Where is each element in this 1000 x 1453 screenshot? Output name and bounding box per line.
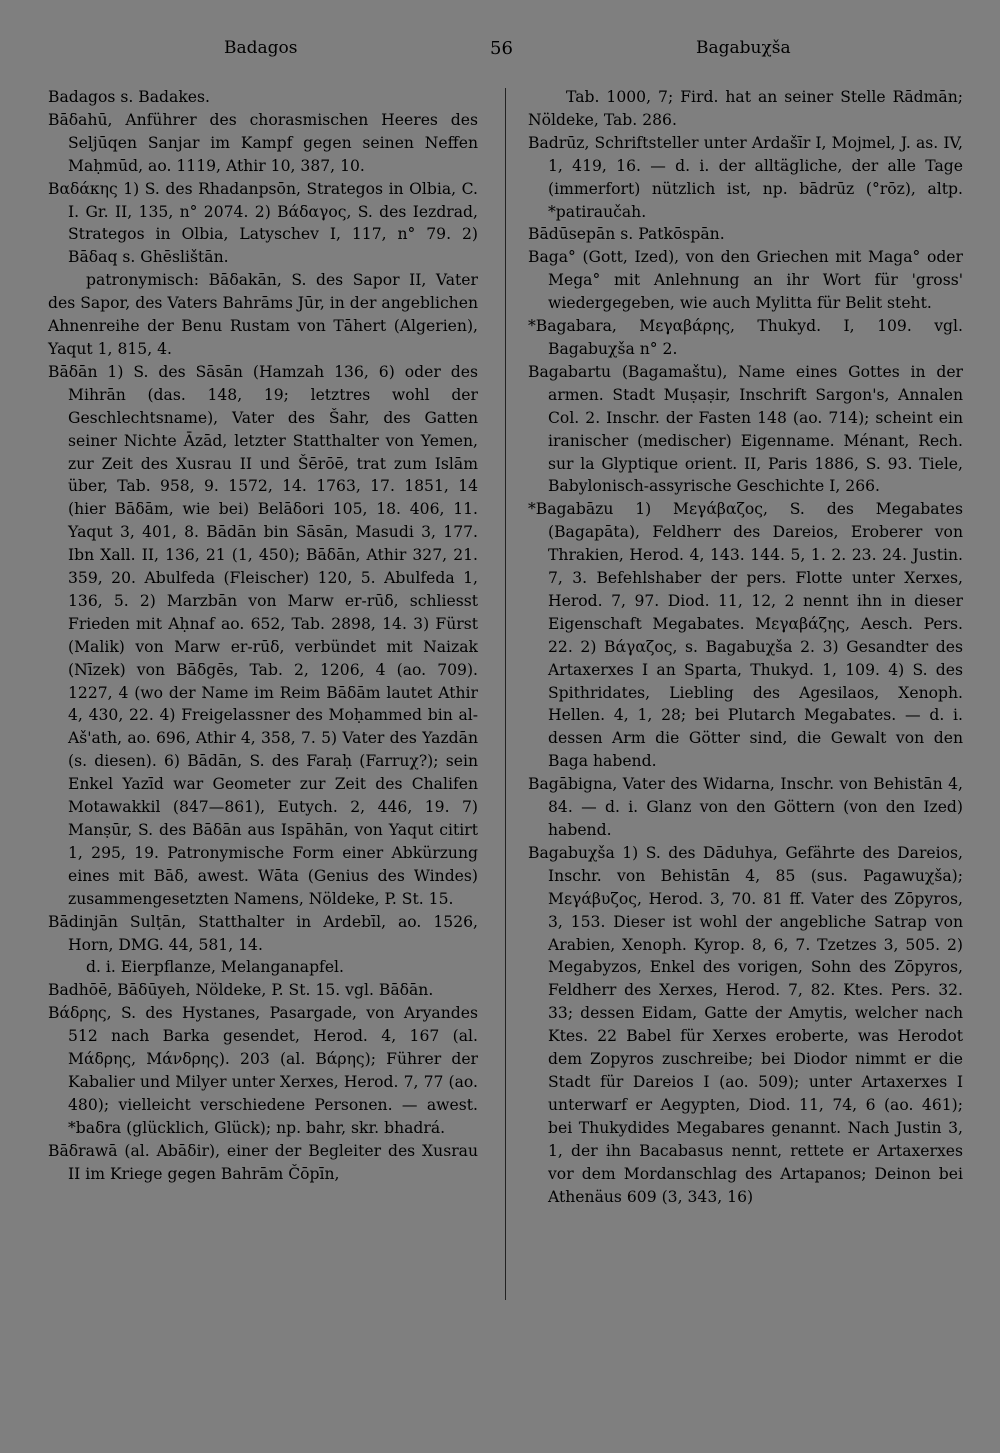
entry-badrawa-cont: Tab. 1000, 7; Fird. hat an seiner Stelle Rādmān; Nöldeke, Tab. 286. bbox=[528, 88, 963, 129]
entry-badrawa: Bāδrawā (al. Abāδir), einer der Begleiter des Xusrau II im Kriege gegen Bahrām Čōpīn, bbox=[48, 1141, 478, 1183]
page-header bbox=[0, 38, 1000, 64]
entry-badinjan: Bādinjān Sulṭān, Statthalter in Ardebīl, ao. 1526, Horn, DMG. 44, 581, 14. bbox=[48, 912, 478, 954]
header-right-catchword: Bagabuχša bbox=[696, 38, 791, 58]
right-column bbox=[528, 86, 963, 1208]
entry-badusepan: Bādūsepān s. Patkōspān. bbox=[528, 225, 725, 244]
column-divider bbox=[505, 88, 506, 1300]
entry-badres: Βάδρης, S. des Hystanes, Pasargade, von Aryandes 512 nach Barka gesendet, Herod. 4, 167 (al. Μάδρης, Μάνδρης). 203 (al. Βάρης); Führer der Kabalier und Milyer unter Xerxes, Herod. 7, 77 (ao. 480); vielleicht verschiedene Personen. — awest. *baδra (glücklich, Glück); np. bahr, skr. bhadrá. bbox=[48, 1004, 478, 1137]
entry-bagabuxsa: Bagabuχša 1) S. des Dāduhya, Gefährte des Dareios, Inschr. von Behistān 4, 85 (sus. Pagawuχša); Μεγάβυζος, Herod. 3, 70. 81 ff. Vater des Zōpyros, 3, 153. Dieser ist wohl der angebliche Satrap von Arabien, Xenoph. Kyrop. 8, 6, 7. Tzetzes 3, 505. 2) Megabyzos, Enkel des vorigen, Sohn des Zōpyros, Feldherr des Xerxes, Herod. 7, 82. Ktes. Pers. 32. 33; dessen Eidam, Gatte der Amytis, welcher nach Ktes. 22 Babel für Xerxes eroberte, was Herodot dem Zopyros zuschreibe; bei Diodor nimmt er die Stadt für Dareios I (ao. 509); unter Artaxerxes I unterwarf er Aegypten, Diod. 11, 74, 6 (ao. 461); bei Thukydides Megabares genannt. Nach Justin 3, 1, der ihn Bacabasus nennt, rettete er Artaxerxes vor dem Mordanschlag des Artapanos; Deinon bei Athenäus 609 (3, 343, 16) bbox=[528, 843, 963, 1206]
entry-badagos: Badagos s. Badakes. bbox=[48, 88, 210, 106]
entry-bagabartu: Bagabartu (Bagamaštu), Name eines Gottes in der armen. Stadt Muṣaṣir, Inschrift Sargon's, Annalen Col. 2. Inschr. der Fasten 148 (ao. 714); scheint ein iranischer (medischer) Eigenname. Ménant, Rech. sur la Glyptique orient. II, Paris 1886, S. 93. Tiele, Babylonisch-assyrische Geschichte I, 266. bbox=[528, 362, 963, 496]
left-column bbox=[48, 86, 478, 1186]
entry-bagabazu: *Bagabāzu 1) Μεγάβαζος, S. des Megabates (Bagapāta), Feldherr des Dareios, Eroberer von Thrakien, Herod. 4, 143. 144. 5, 1. 2. 23. 24. Justin. 7, 3. Befehlshaber der pers. Flotte unter Xerxes, Herod. 7, 97. Diod. 11, 12, 2 nennt ihn in dieser Eigenschaft Megabates. Μεγαβάζης, Aesch. Pers. 22. 2) Βάγαζος, s. Bagabuχša 2. 3) Gesandter des Artaxerxes I an Sparta, Thukyd. 1, 109. 4) S. des Spithridates, Liebling des Agesilaos, Xenoph. Hellen. 4, 1, 28; bei Plutarch Megabates. — d. i. dessen Arm die Götter sind, die Gewalt von den Baga habend. bbox=[528, 500, 963, 771]
header-left-catchword: Badagos bbox=[224, 38, 298, 58]
entry-badakes: Βαδάκης 1) S. des Rhadanpsōn, Strategos in Olbia, C. I. Gr. II, 135, n° 2074. 2) Βάδαγος, S. des Iezdrad, Strategos in Olbia, Latyschev I, 117, n° 79. 2) Bāδaq s. Ghēslištān. bbox=[48, 179, 478, 267]
entry-bagabigna: Bagābigna, Vater des Widarna, Inschr. von Behistān 4, 84. — d. i. Glanz von den Göttern (von den Ized) habend. bbox=[528, 775, 963, 839]
entry-baga: Baga° (Gott, Ized), von den Griechen mit Maga° oder Mega° mit Anlehnung an ihr Wort für 'gross' wiedergegeben, wie auch Mylitta für Belit steht. bbox=[528, 248, 963, 313]
page-number: 56 bbox=[490, 38, 513, 59]
entry-badruz: Badrūz, Schriftsteller unter Ardašīr I, Mojmel, J. as. IV, 1, 419, 16. — d. i. der alltägliche, der alle Tage (immerfort) nützlich ist, np. bādrūz (°rōz), altp. *patiraučah. bbox=[528, 133, 963, 221]
entry-badhoe: Badhōē, Bāδūyeh, Nöldeke, P. St. 15. vgl. Bāδān. bbox=[48, 981, 434, 1000]
entry-badan: Bāδān 1) S. des Sāsān (Hamzah 136, 6) oder des Mihrān (das. 148, 19; letztres wohl der Geschlechtsname), Vater des Šahr, des Gatten seiner Nichte Āzād, letzter Statthalter von Yemen, zur Zeit des Xusrau II und Šērōē, trat zum Islām über, Tab. 958, 9. 1572, 14. 1763, 17. 1851, 14 (hier Bāδām, wie bei) Belāδori 105, 18. 406, 11. Yaqut 3, 401, 8. Bādān bin Sāsān, Masudi 3, 177. Ibn Xall. II, 136, 21 (1, 450); Bāδān, Athir 327, 21. 359, 20. Abulfeda (Fleischer) 120, 5. Abulfeda 1, 136, 5. 2) Marzbān von Marw er-rūδ, schliesst Frieden mit Aḥnaf ao. 652, Tab. 2898, 14. 3) Fürst (Malik) von Marw er-rūδ, verbündet mit Naizak (Nīzek) von Bāδgēs, Tab. 2, 1206, 4 (ao. 709). 1227, 4 (wo der Name im Reim Bāδām lautet Athir 4, 430, 22. 4) Freigelassner des Moḥammed bin al-Aš'ath, ao. 696, Athir 4, 358, 7. 5) Vater des Yazdān (s. diesen). 6) Bādān, S. des Faraḥ (Farruχ?); sein Enkel Yazīd war Geometer zur Zeit des Chalifen Motawakkil (847—861), Eutych. 2, 446, 19. 7) Manṣūr, S. des Bāδān aus Ispāhān, von Yaqut citirt 1, 295, 19. Patronymische Form einer Abkürzung eines mit Bāδ, awest. Wāta (Genius des Windes) zusammengesetzten Namens, Nöldeke, P. St. 15. bbox=[48, 362, 478, 908]
entry-bagabara: *Bagabara, Μεγαβάρης, Thukyd. I, 109. vgl. Bagabuχša n° 2. bbox=[528, 317, 963, 358]
entry-badakan: patronymisch: Bāδakān, S. des Sapor II, Vater des Sapor, des Vaters Bahrāms Jūr, in der angeblichen Ahnenreihe der Benu Rustam von Tāhert (Algerien), Yaqut 1, 815, 4. bbox=[48, 271, 478, 358]
entry-badahu: Bāδahū, Anführer des chorasmischen Heeres des Seljūqen Sanjar im Kampf gegen seinen Neffen Maḥmūd, ao. 1119, Athir 10, 387, 10. bbox=[48, 110, 478, 175]
entry-badinjan-note: d. i. Eierpflanze, Melanganapfel. bbox=[86, 958, 344, 977]
